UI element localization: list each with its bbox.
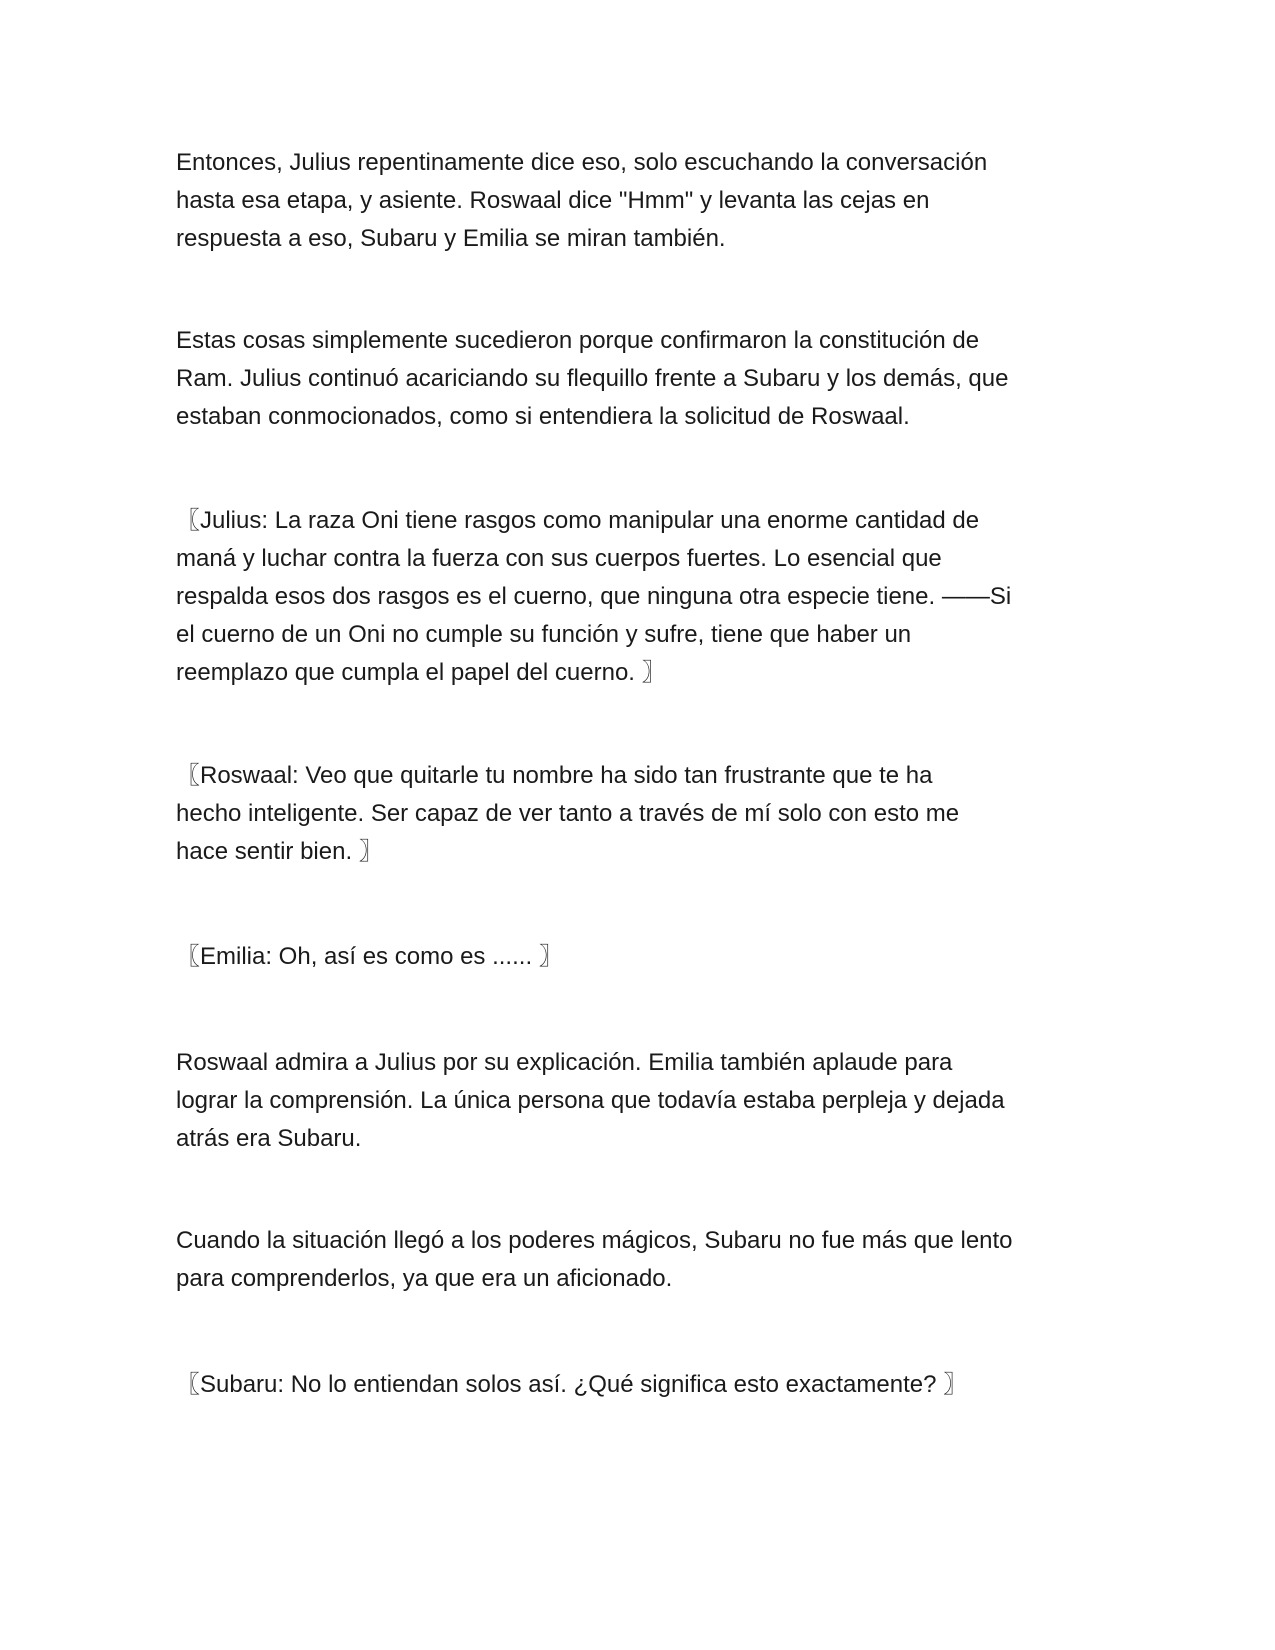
text-line: 〖Julius: La raza Oni tiene rasgos como manipular una enorme cantidad de — [176, 507, 980, 534]
text-line: hasta esa etapa, y asiente. Roswaal dice "Hmm" y levanta las cejas en — [176, 187, 930, 214]
paragraph-narration-4 — [176, 1222, 1116, 1298]
paragraph-narration-2 — [176, 322, 1116, 436]
text-line: el cuerno de un Oni no cumple su función y sufre, tiene que haber un — [176, 621, 912, 648]
text-line: Cuando la situación llegó a los poderes mágicos, Subaru no fue más que lento — [176, 1227, 1013, 1254]
paragraph-dialogue-julius — [176, 502, 1116, 692]
text-line: Estas cosas simplemente sucedieron porque confirmaron la constitución de — [176, 327, 980, 354]
text-line: Entonces, Julius repentinamente dice eso, solo escuchando la conversación — [176, 149, 988, 176]
text-line: para comprenderlos, ya que era un aficionado. — [176, 1265, 673, 1292]
paragraph-dialogue-subaru — [176, 1366, 1116, 1404]
text-line: lograr la comprensión. La única persona que todavía estaba perpleja y dejada — [176, 1087, 1005, 1114]
paragraph-dialogue-roswaal — [176, 757, 1116, 871]
text-line: hecho inteligente. Ser capaz de ver tanto a través de mí solo con esto me — [176, 800, 960, 827]
paragraph-dialogue-emilia — [176, 938, 1116, 976]
paragraph-narration-1 — [176, 144, 1116, 258]
paragraph-narration-3 — [176, 1044, 1116, 1158]
text-line: maná y luchar contra la fuerza con sus cuerpos fuertes. Lo esencial que — [176, 545, 942, 572]
text-line: hace sentir bien. 〗 — [176, 838, 383, 865]
text-line: Ram. Julius continuó acariciando su flequillo frente a Subaru y los demás, que — [176, 365, 1009, 392]
text-line: Roswaal admira a Julius por su explicación. Emilia también aplaude para — [176, 1049, 953, 1076]
text-line: reemplazo que cumpla el papel del cuerno. 〗 — [176, 659, 666, 686]
text-line: respuesta a eso, Subaru y Emilia se miran también. — [176, 225, 726, 252]
text-line: 〖Roswaal: Veo que quitarle tu nombre ha sido tan frustrante que te ha — [176, 762, 933, 789]
text-line: 〖Subaru: No lo entiendan solos así. ¿Qué significa esto exactamente? 〗 — [176, 1371, 968, 1398]
text-line: estaban conmocionados, como si entendiera la solicitud de Roswaal. — [176, 403, 910, 430]
text-line: 〖Emilia: Oh, así es como es ...... 〗 — [176, 943, 563, 970]
text-line: respalda esos dos rasgos es el cuerno, que ninguna otra especie tiene. ——Si — [176, 583, 1012, 610]
text-line: atrás era Subaru. — [176, 1125, 362, 1152]
